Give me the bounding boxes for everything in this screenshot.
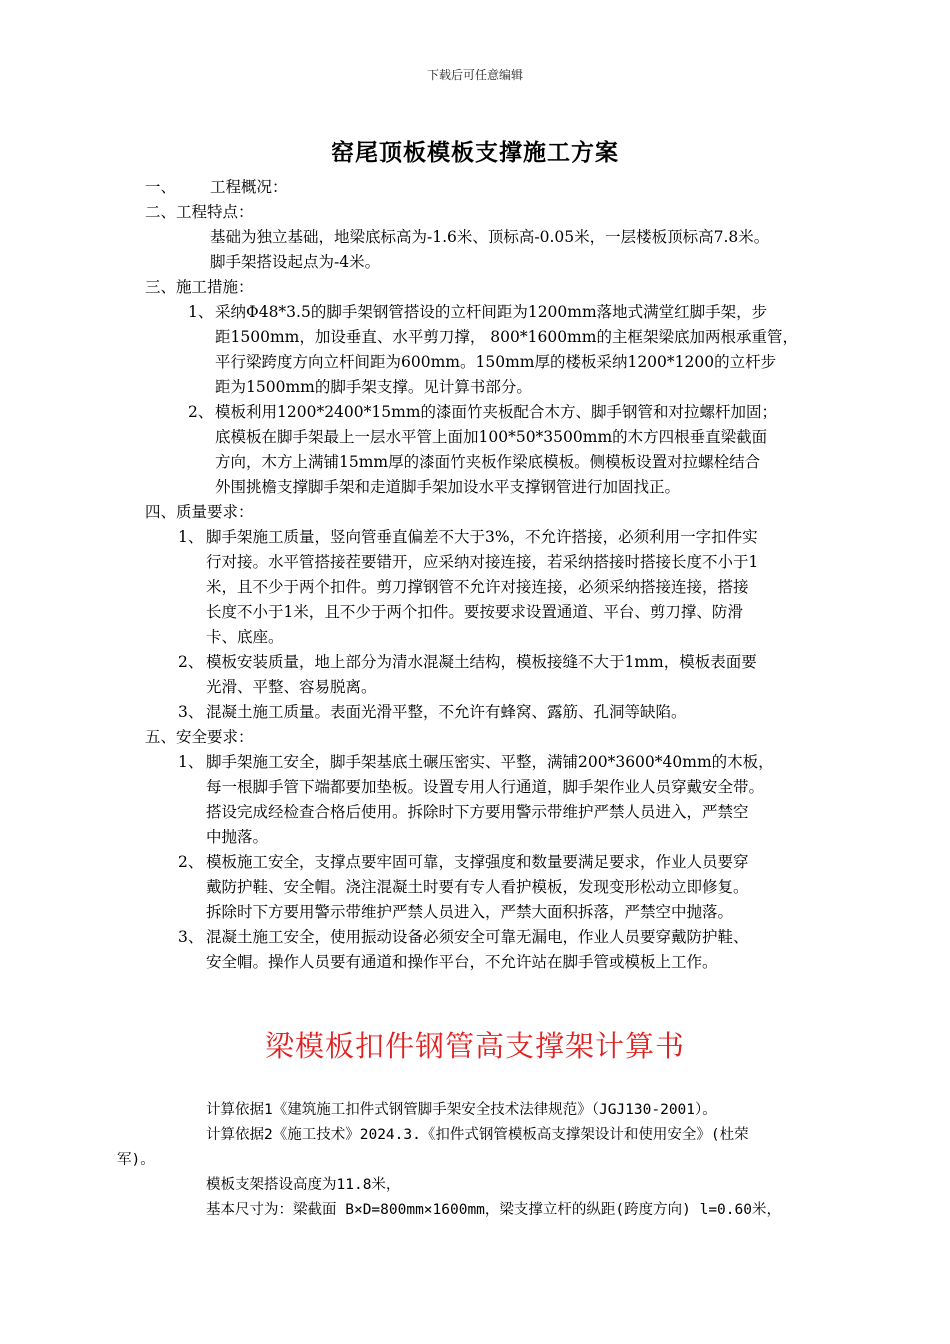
item-number: 1、 [188,303,214,321]
document-title: 窑尾顶板模板支撑施工方案 [331,139,619,166]
calc-line: 军)。 [117,1152,155,1168]
item-line: 距1500mm，加设垂直、水平剪刀撑， 800*1600mm的主框架梁底加两根承重管， [215,328,798,346]
section-4-heading: 四、质量要求： [145,503,254,521]
page-header: 下载后可任意编辑 [426,68,523,82]
item-line: 长度不小于1米，且不少于两个扣件。要按要求设置通道、平台、剪刀撑、防滑 [206,603,743,621]
item-number: 2、 [188,403,214,421]
item-line: 戴防护鞋、安全帽。浇注混凝土时要有专人看护模板，发现变形松动立即修复。 [206,878,749,896]
section-2-line: 脚手架搭设起点为-4米。 [210,253,381,271]
section-3-heading: 三、施工措施： [145,278,254,296]
calc-line: 计算依据1《建筑施工扣件式钢管脚手架安全技术法律规范》（JGJ130-2001）。 [206,1102,717,1118]
section-1-heading: 工程概况： [210,178,288,196]
item-line: 平行梁跨度方向立杆间距为600mm。150mm厚的楼板采纳1200*1200的立杆步 [215,353,777,371]
item-number: 3、 [178,703,204,721]
calc-line: 模板支架搭设高度为11.8米， [206,1177,401,1193]
item-number: 3、 [178,928,204,946]
item-number: 1、 [178,753,204,771]
item-line: 模板利用1200*2400*15mm的漆面竹夹板配合木方、脚手钢管和对拉螺杆加固； [215,403,778,421]
item-line: 底模板在脚手架最上一层水平管上面加100*50*3500mm的木方四根垂直梁截面 [215,428,768,446]
item-line: 行对接。水平管搭接茬要错开，应采纳对接连接，若采纳搭接时搭接长度不小于1 [206,553,759,571]
section-2-heading: 二、工程特点： [145,203,254,221]
section-5-heading: 五、安全要求： [145,728,254,746]
section-2-line: 基础为独立基础，地梁底标高为-1.6米、顶标高-0.05米，一层楼板顶标高7.8米。 [210,228,770,246]
item-line: 模板安装质量，地上部分为清水混凝土结构，模板接缝不大于1mm，模板表面要 [206,653,757,671]
item-line: 外围挑檐支撑脚手架和走道脚手架加设水平支撑钢管进行加固找正。 [215,478,681,496]
item-line: 采纳Φ48*3.5的脚手架钢管搭设的立杆间距为1200mm落地式满堂红脚手架，步 [215,303,768,321]
item-line: 中抛落。 [206,828,269,846]
item-number: 2、 [178,653,204,671]
item-line: 拆除时下方要用警示带维护严禁人员进入，严禁大面积拆落，严禁空中抛落。 [206,903,734,921]
section-1-number: 一、 [145,178,177,196]
item-number: 1、 [178,528,204,546]
item-line: 混凝土施工质量。表面光滑平整，不允许有蜂窝、露筋、孔洞等缺陷。 [206,703,687,721]
calc-line: 基本尺寸为：梁截面 B×D=800mm×1600mm，梁支撑立杆的纵距(跨度方向) l=0.60米， [206,1202,781,1218]
calculation-title: 梁模板扣件钢管高支撑架计算书 [264,1029,685,1063]
item-line: 光滑、平整、容易脱离。 [206,678,377,696]
item-line: 脚手架施工安全，脚手架基底土碾压密实、平整，满铺200*3600*40mm的木板， [206,753,774,771]
item-line: 每一根脚手管下端都要加垫板。设置专用人行通道，脚手架作业人员穿戴安全带。 [206,778,765,796]
item-line: 搭设完成经检查合格后使用。拆除时下方要用警示带维护严禁人员进入，严禁空 [206,803,749,821]
item-line: 安全帽。操作人员要有通道和操作平台，不允许站在脚手管或模板上工作。 [206,953,718,971]
item-line: 卡、底座。 [206,628,284,646]
item-line: 模板施工安全，支撑点要牢固可靠，支撑强度和数量要满足要求，作业人员要穿 [206,853,749,871]
item-line: 方向，木方上满铺15mm厚的漆面竹夹板作梁底模板。侧模板设置对拉螺栓结合 [215,453,761,471]
item-line: 米，且不少于两个扣件。剪刀撑钢管不允许对接连接，必须采纳搭接连接，搭接 [206,578,749,596]
item-line: 脚手架施工质量，竖向管垂直偏差不大于3%，不允许搭接，必须利用一字扣件实 [206,528,758,546]
item-number: 2、 [178,853,204,871]
item-line: 混凝土施工安全，使用振动设备必须安全可靠无漏电，作业人员要穿戴防护鞋、 [206,928,749,946]
calc-line: 计算依据2《施工技术》2024.3.《扣件式钢管模板高支撑架设计和使用安全》(杜荣 [206,1127,749,1143]
item-line: 距为1500mm的脚手架支撑。见计算书部分。 [215,378,532,396]
